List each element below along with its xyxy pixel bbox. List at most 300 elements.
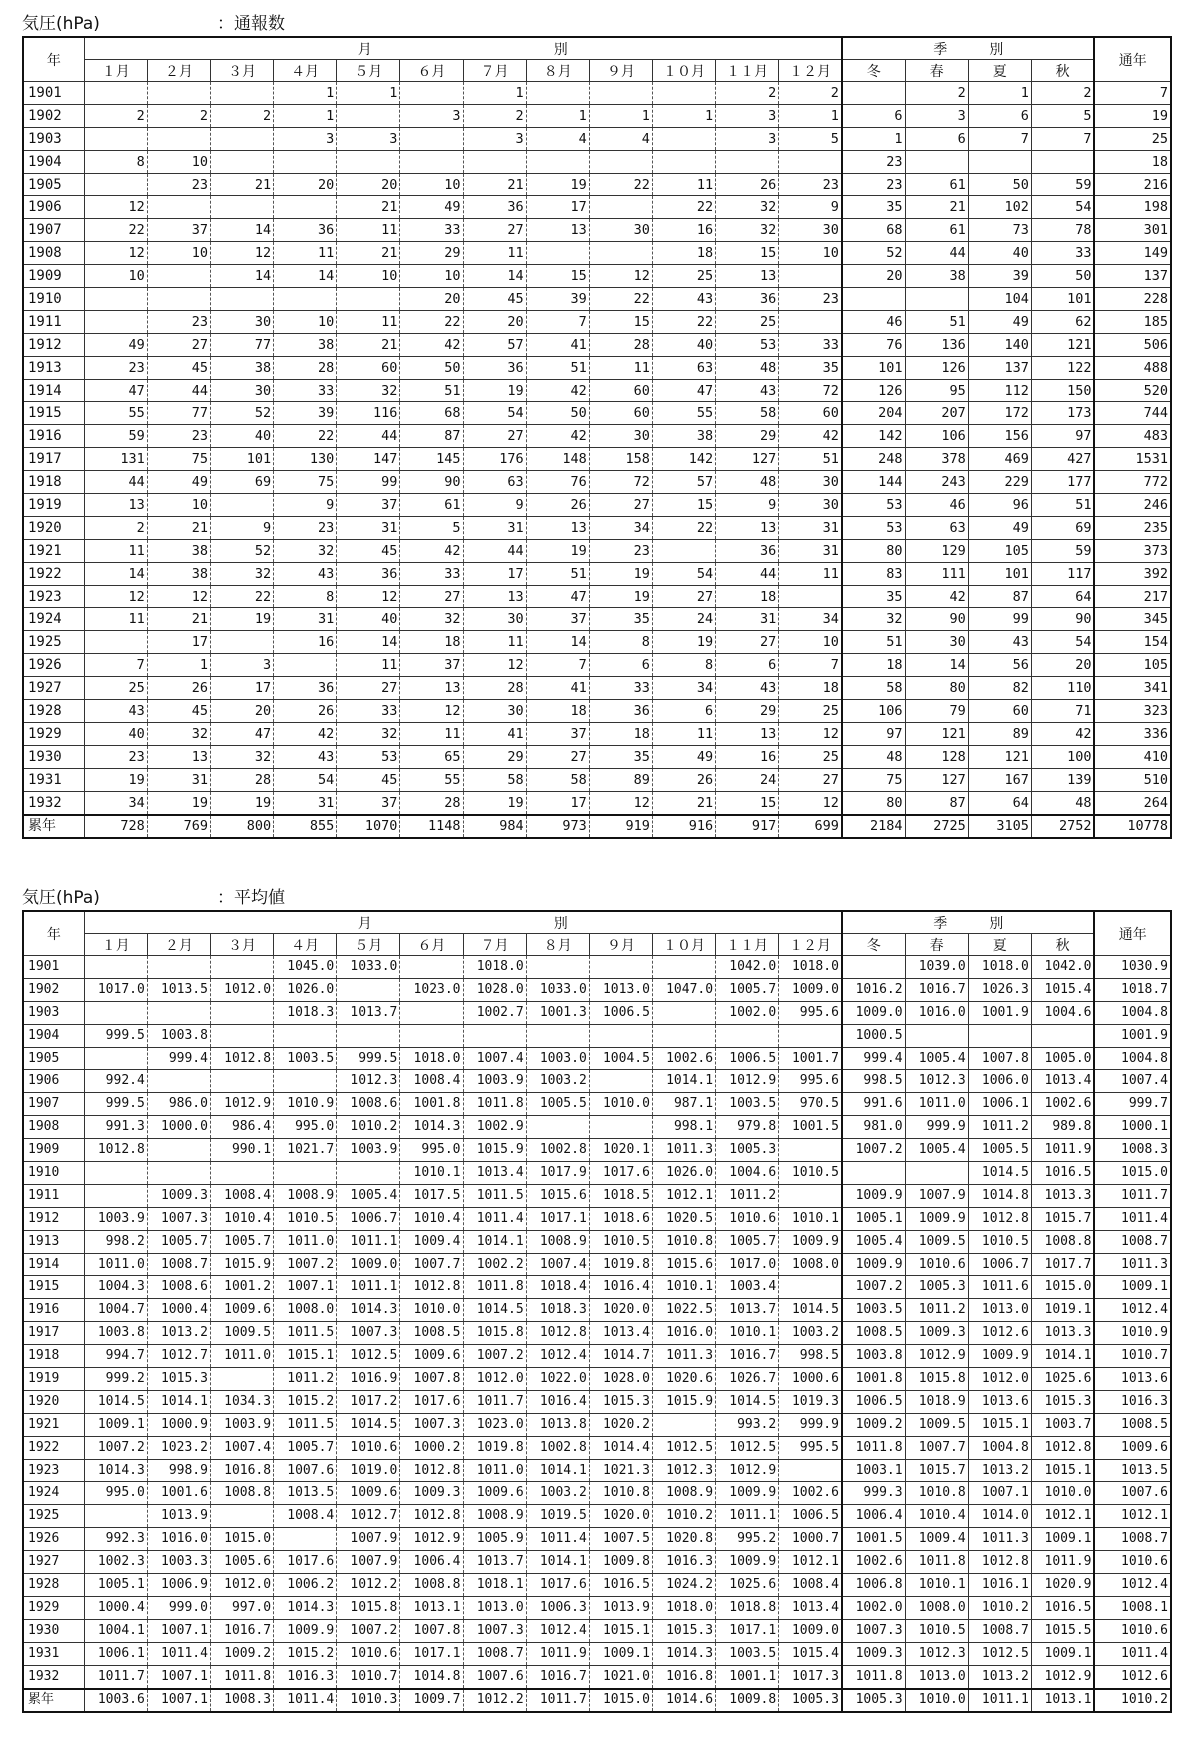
year-cell: 1903 bbox=[23, 1001, 84, 1024]
season-cell: 1012.9 bbox=[905, 1345, 968, 1368]
month-cell: 32 bbox=[337, 722, 400, 745]
month-cell: 23 bbox=[779, 288, 842, 311]
month-cell: 37 bbox=[400, 654, 463, 677]
month-cell bbox=[337, 1162, 400, 1185]
month-cell: 15 bbox=[526, 265, 589, 288]
month-cell: 31 bbox=[716, 608, 779, 631]
season-cell: 1010.0 bbox=[905, 1689, 968, 1713]
month-cell: 1015.4 bbox=[779, 1642, 842, 1665]
annual-cell: 1010.2 bbox=[1094, 1689, 1171, 1713]
month-cell: 1010.5 bbox=[779, 1162, 842, 1185]
season-cell: 80 bbox=[905, 677, 968, 700]
month-cell: 21 bbox=[652, 791, 715, 814]
month-cell bbox=[274, 1528, 337, 1551]
month-cell bbox=[84, 1505, 147, 1528]
month-cell: 24 bbox=[716, 768, 779, 791]
season-cell: 1010.0 bbox=[1031, 1482, 1094, 1505]
month-cell: 999.9 bbox=[779, 1413, 842, 1436]
season-cell: 1006.4 bbox=[842, 1505, 905, 1528]
season-cell: 1005.3 bbox=[905, 1276, 968, 1299]
month-cell: 17 bbox=[526, 791, 589, 814]
month-cell: 1012.8 bbox=[400, 1276, 463, 1299]
year-cell: 1923 bbox=[23, 585, 84, 608]
month-cell: 15 bbox=[589, 310, 652, 333]
month-cell: 40 bbox=[337, 608, 400, 631]
month-cell: 1003.9 bbox=[337, 1139, 400, 1162]
month-cell: 1011.7 bbox=[84, 1665, 147, 1688]
annual-cell: 341 bbox=[1094, 677, 1171, 700]
table-row bbox=[23, 173, 1171, 196]
month-cell: 10 bbox=[779, 631, 842, 654]
annual-cell: 301 bbox=[1094, 219, 1171, 242]
month-cell: 1009.6 bbox=[210, 1299, 273, 1322]
season-cell: 2 bbox=[905, 82, 968, 105]
month-cell: 1005.7 bbox=[716, 978, 779, 1001]
table-row bbox=[23, 333, 1171, 356]
table-row bbox=[23, 356, 1171, 379]
month-cell: 11 bbox=[463, 631, 526, 654]
year-cell: 1918 bbox=[23, 471, 84, 494]
annual-cell: 7 bbox=[1094, 82, 1171, 105]
season-cell: 71 bbox=[1031, 700, 1094, 723]
season-cell: 62 bbox=[1031, 310, 1094, 333]
month-cell: 60 bbox=[337, 356, 400, 379]
season-cell bbox=[842, 288, 905, 311]
season-cell: 106 bbox=[842, 700, 905, 723]
month-cell: 22 bbox=[589, 288, 652, 311]
month-cell: 9 bbox=[463, 494, 526, 517]
month-cell: 147 bbox=[337, 448, 400, 471]
month-cell: 61 bbox=[400, 494, 463, 517]
season-cell: 80 bbox=[842, 539, 905, 562]
month-cell: 1010.0 bbox=[400, 1299, 463, 1322]
table-row bbox=[23, 1619, 1171, 1642]
month-cell: 919 bbox=[589, 815, 652, 839]
month-cell: 19 bbox=[589, 562, 652, 585]
month-cell: 13 bbox=[84, 494, 147, 517]
month-cell bbox=[84, 288, 147, 311]
season-cell: 1011.8 bbox=[905, 1551, 968, 1574]
month-cell: 1033.0 bbox=[526, 978, 589, 1001]
season-header: 春 bbox=[905, 60, 968, 82]
month-cell: 12 bbox=[84, 585, 147, 608]
season-header: 夏 bbox=[968, 60, 1031, 82]
month-cell: 1021.3 bbox=[589, 1459, 652, 1482]
table-row bbox=[23, 425, 1171, 448]
month-cell: 13 bbox=[526, 516, 589, 539]
season-cell: 1016.7 bbox=[905, 978, 968, 1001]
mean-table-title bbox=[22, 886, 1172, 910]
month-cell: 30 bbox=[779, 219, 842, 242]
month-cell: 72 bbox=[779, 379, 842, 402]
month-cell: 32 bbox=[210, 745, 273, 768]
month-cell: 25 bbox=[779, 700, 842, 723]
month-cell: 1014.1 bbox=[526, 1551, 589, 1574]
season-cell: 173 bbox=[1031, 402, 1094, 425]
season-cell: 243 bbox=[905, 471, 968, 494]
month-cell: 1000.7 bbox=[779, 1528, 842, 1551]
season-cell: 1042.0 bbox=[1031, 956, 1094, 979]
month-cell: 44 bbox=[463, 539, 526, 562]
month-cell bbox=[589, 150, 652, 173]
month-cell: 1001.6 bbox=[147, 1482, 210, 1505]
month-cell bbox=[716, 1024, 779, 1047]
season-cell: 1005.5 bbox=[968, 1139, 1031, 1162]
month-cell: 1007.4 bbox=[210, 1436, 273, 1459]
month-cell: 1010.1 bbox=[779, 1207, 842, 1230]
month-cell: 1012.2 bbox=[463, 1689, 526, 1713]
month-cell: 49 bbox=[400, 196, 463, 219]
season-cell: 2184 bbox=[842, 815, 905, 839]
month-cell: 1011.0 bbox=[210, 1345, 273, 1368]
month-cell: 1008.6 bbox=[147, 1276, 210, 1299]
month-cell: 1009.9 bbox=[716, 1551, 779, 1574]
year-cell: 1909 bbox=[23, 265, 84, 288]
annual-cell: 323 bbox=[1094, 700, 1171, 723]
table-row bbox=[23, 1276, 1171, 1299]
season-cell: 1011.2 bbox=[905, 1299, 968, 1322]
season-cell: 1006.1 bbox=[968, 1093, 1031, 1116]
year-cell: 1910 bbox=[23, 288, 84, 311]
month-cell: 1015.0 bbox=[210, 1528, 273, 1551]
annual-cell: 228 bbox=[1094, 288, 1171, 311]
month-cell: 1015.3 bbox=[652, 1619, 715, 1642]
month-cell: 26 bbox=[526, 494, 589, 517]
month-cell bbox=[147, 82, 210, 105]
season-cell: 1009.0 bbox=[842, 1001, 905, 1024]
season-cell: 97 bbox=[1031, 425, 1094, 448]
month-cell: 13 bbox=[716, 516, 779, 539]
month-cell: 1005.4 bbox=[337, 1184, 400, 1207]
month-cell bbox=[337, 104, 400, 127]
season-cell: 1013.0 bbox=[968, 1299, 1031, 1322]
month-cell: 28 bbox=[274, 356, 337, 379]
season-cell: 1002.6 bbox=[842, 1551, 905, 1574]
month-cell: 1009.2 bbox=[210, 1642, 273, 1665]
month-cell: 1014.7 bbox=[589, 1345, 652, 1368]
year-cell: 1930 bbox=[23, 1619, 84, 1642]
month-cell: 15 bbox=[716, 791, 779, 814]
month-cell: 26 bbox=[652, 768, 715, 791]
year-cell: 1927 bbox=[23, 677, 84, 700]
month-cell: 1042.0 bbox=[716, 956, 779, 979]
month-cell: 1023.0 bbox=[400, 978, 463, 1001]
month-cell: 15 bbox=[652, 494, 715, 517]
season-cell: 1003.1 bbox=[842, 1459, 905, 1482]
month-cell: 72 bbox=[589, 471, 652, 494]
year-cell: 1913 bbox=[23, 1230, 84, 1253]
month-cell: 1000.4 bbox=[147, 1299, 210, 1322]
season-cell: 75 bbox=[842, 768, 905, 791]
month-cell: 38 bbox=[147, 562, 210, 585]
month-cell: 1007.2 bbox=[463, 1345, 526, 1368]
year-cell: 1910 bbox=[23, 1162, 84, 1185]
season-cell bbox=[905, 1162, 968, 1185]
season-cell bbox=[905, 1024, 968, 1047]
month-cell: 1012.8 bbox=[400, 1505, 463, 1528]
season-cell: 204 bbox=[842, 402, 905, 425]
month-cell: 43 bbox=[274, 745, 337, 768]
month-cell: 32 bbox=[716, 196, 779, 219]
month-cell: 1007.2 bbox=[274, 1253, 337, 1276]
season-cell: 63 bbox=[905, 516, 968, 539]
season-cell: 1005.4 bbox=[905, 1139, 968, 1162]
season-cell: 33 bbox=[1031, 242, 1094, 265]
month-cell: 1009.8 bbox=[589, 1551, 652, 1574]
annual-cell: 1531 bbox=[1094, 448, 1171, 471]
month-header: １０月 bbox=[652, 60, 715, 82]
month-cell bbox=[274, 654, 337, 677]
month-cell bbox=[337, 1024, 400, 1047]
annual-cell: 1010.9 bbox=[1094, 1322, 1171, 1345]
month-cell: 1014.5 bbox=[84, 1390, 147, 1413]
month-cell bbox=[779, 265, 842, 288]
season-cell: 7 bbox=[1031, 127, 1094, 150]
month-cell: 54 bbox=[274, 768, 337, 791]
month-cell: 1014.1 bbox=[652, 1070, 715, 1093]
month-cell: 21 bbox=[210, 173, 273, 196]
total-row bbox=[23, 1689, 1171, 1713]
month-cell: 1013.0 bbox=[589, 978, 652, 1001]
season-cell: 1008.7 bbox=[968, 1619, 1031, 1642]
month-cell: 1002.6 bbox=[652, 1047, 715, 1070]
month-cell: 18 bbox=[400, 631, 463, 654]
table-row bbox=[23, 1230, 1171, 1253]
season-cell: 97 bbox=[842, 722, 905, 745]
month-cell bbox=[210, 1070, 273, 1093]
month-cell: 14 bbox=[526, 631, 589, 654]
month-cell: 12 bbox=[84, 196, 147, 219]
table-row bbox=[23, 791, 1171, 814]
season-cell: 101 bbox=[968, 562, 1031, 585]
month-cell: 1015.8 bbox=[463, 1322, 526, 1345]
season-cell: 1015.3 bbox=[1031, 1390, 1094, 1413]
month-cell: 1008.4 bbox=[779, 1574, 842, 1597]
month-cell bbox=[652, 150, 715, 173]
month-header: １１月 bbox=[716, 60, 779, 82]
season-cell: 1007.3 bbox=[842, 1619, 905, 1642]
table-row bbox=[23, 631, 1171, 654]
month-cell: 1012.7 bbox=[337, 1505, 400, 1528]
month-cell: 999.2 bbox=[84, 1368, 147, 1391]
month-cell: 855 bbox=[274, 815, 337, 839]
season-cell: 1020.9 bbox=[1031, 1574, 1094, 1597]
season-cell: 427 bbox=[1031, 448, 1094, 471]
month-cell: 1017.9 bbox=[526, 1162, 589, 1185]
season-cell: 1011.8 bbox=[842, 1436, 905, 1459]
season-cell: 61 bbox=[905, 173, 968, 196]
month-cell: 1013.0 bbox=[463, 1596, 526, 1619]
month-cell: 1012.5 bbox=[652, 1436, 715, 1459]
table-row bbox=[23, 127, 1171, 150]
season-cell: 1002.0 bbox=[842, 1596, 905, 1619]
month-cell bbox=[147, 956, 210, 979]
month-cell: 1020.5 bbox=[652, 1207, 715, 1230]
month-cell: 8 bbox=[84, 150, 147, 173]
month-cell: 1010.3 bbox=[337, 1689, 400, 1713]
month-cell: 27 bbox=[779, 768, 842, 791]
month-cell: 7 bbox=[779, 654, 842, 677]
season-cell: 1012.9 bbox=[1031, 1665, 1094, 1688]
season-cell: 1015.5 bbox=[1031, 1619, 1094, 1642]
season-cell: 50 bbox=[968, 173, 1031, 196]
month-cell: 1015.1 bbox=[589, 1619, 652, 1642]
season-cell bbox=[905, 150, 968, 173]
month-cell bbox=[589, 1024, 652, 1047]
month-cell: 11 bbox=[652, 173, 715, 196]
season-cell: 64 bbox=[968, 791, 1031, 814]
month-cell: 176 bbox=[463, 448, 526, 471]
month-header: ３月 bbox=[210, 60, 273, 82]
annual-cell: 1001.9 bbox=[1094, 1024, 1171, 1047]
month-cell: 48 bbox=[716, 356, 779, 379]
month-cell: 2 bbox=[84, 104, 147, 127]
count-table bbox=[22, 36, 1172, 839]
season-cell: 69 bbox=[1031, 516, 1094, 539]
month-cell: 75 bbox=[274, 471, 337, 494]
season-cell: 1006.8 bbox=[842, 1574, 905, 1597]
annual-cell: 1007.6 bbox=[1094, 1482, 1171, 1505]
month-header: ３月 bbox=[210, 934, 273, 956]
month-cell: 3 bbox=[716, 127, 779, 150]
month-cell: 1019.8 bbox=[589, 1253, 652, 1276]
month-cell: 11 bbox=[337, 654, 400, 677]
month-cell: 1020.0 bbox=[589, 1299, 652, 1322]
season-cell: 3105 bbox=[968, 815, 1031, 839]
month-cell: 10 bbox=[147, 494, 210, 517]
month-cell: 1019.8 bbox=[463, 1436, 526, 1459]
month-cell bbox=[526, 1116, 589, 1139]
month-cell bbox=[274, 288, 337, 311]
month-cell: 1014.3 bbox=[274, 1596, 337, 1619]
month-cell: 1016.3 bbox=[652, 1551, 715, 1574]
month-cell: 1006.7 bbox=[337, 1207, 400, 1230]
annual-cell: 19 bbox=[1094, 104, 1171, 127]
season-cell: 1016.5 bbox=[1031, 1596, 1094, 1619]
month-cell: 21 bbox=[337, 333, 400, 356]
month-cell: 1003.9 bbox=[463, 1070, 526, 1093]
month-cell: 12 bbox=[779, 722, 842, 745]
table-row bbox=[23, 654, 1171, 677]
season-cell: 142 bbox=[842, 425, 905, 448]
season-cell: 140 bbox=[968, 333, 1031, 356]
month-cell: 1017.1 bbox=[400, 1642, 463, 1665]
season-cell: 144 bbox=[842, 471, 905, 494]
month-cell: 39 bbox=[526, 288, 589, 311]
season-cell: 96 bbox=[968, 494, 1031, 517]
year-cell: 1913 bbox=[23, 356, 84, 379]
month-cell: 158 bbox=[589, 448, 652, 471]
season-cell: 172 bbox=[968, 402, 1031, 425]
month-cell: 1009.6 bbox=[400, 1345, 463, 1368]
month-cell bbox=[526, 82, 589, 105]
season-cell: 137 bbox=[968, 356, 1031, 379]
season-cell: 1007.7 bbox=[905, 1436, 968, 1459]
month-cell: 1012.1 bbox=[652, 1184, 715, 1207]
month-cell: 1014.8 bbox=[400, 1665, 463, 1688]
season-cell: 101 bbox=[1031, 288, 1094, 311]
month-cell: 31 bbox=[779, 516, 842, 539]
month-cell: 21 bbox=[337, 242, 400, 265]
season-cell: 1011.2 bbox=[968, 1116, 1031, 1139]
month-cell: 1015.6 bbox=[526, 1184, 589, 1207]
annual-cell: 1007.4 bbox=[1094, 1070, 1171, 1093]
month-cell: 5 bbox=[779, 127, 842, 150]
season-cell: 1010.4 bbox=[905, 1505, 968, 1528]
season-cell: 1014.0 bbox=[968, 1505, 1031, 1528]
year-cell: 1919 bbox=[23, 1368, 84, 1391]
season-cell: 2 bbox=[1031, 82, 1094, 105]
month-cell: 17 bbox=[210, 677, 273, 700]
month-cell bbox=[652, 1413, 715, 1436]
annual-cell: 1008.3 bbox=[1094, 1139, 1171, 1162]
month-cell: 11 bbox=[400, 722, 463, 745]
month-cell: 1006.2 bbox=[274, 1574, 337, 1597]
month-cell: 29 bbox=[463, 745, 526, 768]
month-header: １月 bbox=[84, 934, 147, 956]
month-cell: 1008.7 bbox=[147, 1253, 210, 1276]
season-cell: 1009.1 bbox=[1031, 1642, 1094, 1665]
month-cell: 1018.0 bbox=[400, 1047, 463, 1070]
month-cell: 1022.5 bbox=[652, 1299, 715, 1322]
month-cell: 36 bbox=[716, 539, 779, 562]
season-cell: 51 bbox=[905, 310, 968, 333]
month-cell: 3 bbox=[274, 127, 337, 150]
season-cell: 6 bbox=[968, 104, 1031, 127]
season-cell: 981.0 bbox=[842, 1116, 905, 1139]
month-cell: 1 bbox=[274, 82, 337, 105]
month-cell: 1012.9 bbox=[716, 1070, 779, 1093]
season-cell: 6 bbox=[842, 104, 905, 127]
month-cell: 1025.6 bbox=[716, 1574, 779, 1597]
month-cell: 986.0 bbox=[147, 1093, 210, 1116]
month-cell: 1003.0 bbox=[526, 1047, 589, 1070]
month-cell bbox=[463, 150, 526, 173]
month-cell: 8 bbox=[589, 631, 652, 654]
month-cell: 1026.0 bbox=[652, 1162, 715, 1185]
month-cell: 1 bbox=[779, 104, 842, 127]
year-cell: 1921 bbox=[23, 1413, 84, 1436]
season-cell: 1006.5 bbox=[842, 1390, 905, 1413]
month-cell: 1011.3 bbox=[652, 1139, 715, 1162]
month-cell: 3 bbox=[716, 104, 779, 127]
month-cell: 31 bbox=[274, 608, 337, 631]
month-cell: 32 bbox=[716, 219, 779, 242]
month-cell: 10 bbox=[84, 265, 147, 288]
table-row bbox=[23, 310, 1171, 333]
month-cell: 1003.5 bbox=[274, 1047, 337, 1070]
annual-cell: 392 bbox=[1094, 562, 1171, 585]
month-cell: 1015.9 bbox=[463, 1139, 526, 1162]
month-cell: 33 bbox=[779, 333, 842, 356]
year-cell: 1906 bbox=[23, 196, 84, 219]
month-cell: 22 bbox=[210, 585, 273, 608]
month-cell: 1016.3 bbox=[274, 1665, 337, 1688]
month-cell: 47 bbox=[526, 585, 589, 608]
month-cell: 1007.4 bbox=[526, 1253, 589, 1276]
month-cell: 1011.8 bbox=[210, 1665, 273, 1688]
annual-cell: 1011.4 bbox=[1094, 1207, 1171, 1230]
month-cell bbox=[84, 173, 147, 196]
season-cell: 1016.1 bbox=[968, 1574, 1031, 1597]
season-cell: 35 bbox=[842, 585, 905, 608]
month-cell: 1011.1 bbox=[337, 1230, 400, 1253]
month-cell: 1013.4 bbox=[589, 1322, 652, 1345]
season-cell: 1010.5 bbox=[968, 1230, 1031, 1253]
month-cell bbox=[526, 1024, 589, 1047]
month-cell: 1012.5 bbox=[337, 1345, 400, 1368]
year-cell: 1917 bbox=[23, 1322, 84, 1345]
